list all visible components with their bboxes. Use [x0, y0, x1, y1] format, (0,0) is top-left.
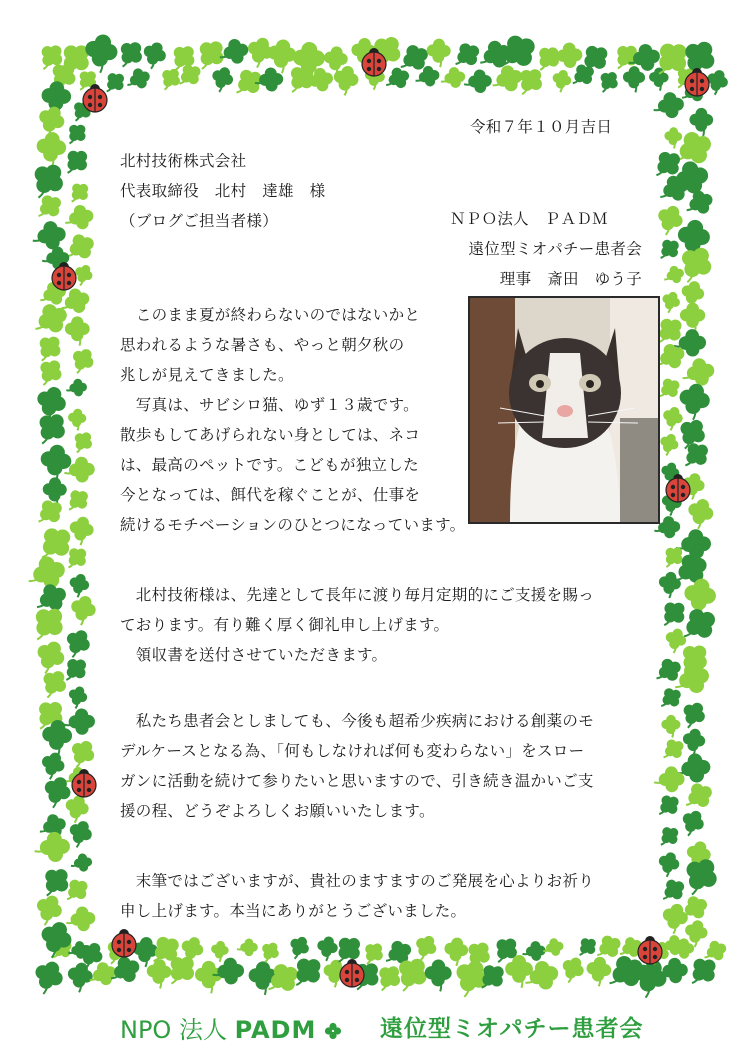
clover-icon: [651, 90, 685, 120]
clover-icon: [489, 62, 526, 96]
paragraph-1: [120, 300, 465, 540]
clover-icon: [324, 1022, 342, 1040]
clover-icon: [426, 38, 451, 68]
clover-icon: [522, 940, 547, 962]
clover-icon: [65, 905, 97, 933]
clover-icon: [24, 600, 71, 648]
clover-icon: [195, 961, 222, 993]
clover-icon: [31, 495, 67, 530]
paragraph-line: 援の程、どうぞよろしくお願いいたします。: [120, 802, 435, 820]
clover-icon: [622, 66, 645, 93]
clover-icon: [676, 698, 710, 733]
sender-association: 遠位型ミオパチー患者会: [468, 240, 642, 258]
clover-icon: [65, 960, 96, 994]
clover-icon: [66, 514, 95, 547]
clover-icon: [655, 684, 685, 713]
recipient-company: 北村技術株式会社: [120, 152, 247, 170]
clover-icon: [65, 684, 90, 711]
clover-icon: [64, 178, 93, 207]
recipient-attention: （ブログご担当者様）: [120, 212, 279, 230]
cat-photo: [468, 296, 660, 524]
clover-icon: [658, 289, 683, 316]
paragraph-line: このまま夏が終わらないのではないかと: [120, 306, 421, 324]
paragraph-4: [120, 866, 594, 926]
clover-icon: [37, 749, 68, 783]
clover-icon: [31, 331, 66, 367]
paragraph-line: 散歩もしてあげられない身としては、ネコ: [120, 426, 421, 444]
clover-icon: [557, 953, 589, 986]
clover-icon: [68, 428, 97, 458]
clover-icon: [31, 190, 66, 224]
clover-icon: [28, 956, 68, 998]
clover-icon: [123, 65, 153, 93]
clover-icon: [410, 931, 441, 964]
clover-icon: [35, 665, 72, 703]
paragraph-line: 続けるモチベーションのひとつになっています。: [120, 516, 466, 534]
clover-icon: [661, 715, 681, 738]
clover-icon: [654, 766, 685, 793]
footer-org-name: [120, 1010, 342, 1045]
paragraph-2: [120, 580, 594, 670]
clover-icon: [38, 443, 74, 484]
clover-icon: [680, 727, 707, 757]
clover-icon: [284, 933, 313, 963]
recipient-block: [120, 146, 325, 236]
paragraph-line: 申し上げます。本当にありがとうございました。: [120, 902, 467, 920]
clover-icon: [656, 570, 682, 600]
paragraph-line: は、最高のペットです。こどもが独立した: [120, 456, 419, 474]
clover-icon: [237, 938, 258, 956]
ladybug-icon: [112, 929, 136, 957]
clover-icon: [679, 778, 716, 814]
clover-icon: [207, 64, 236, 95]
clover-icon: [655, 596, 691, 632]
clover-icon: [656, 875, 689, 906]
footer-prefix: NPO 法人: [120, 1016, 227, 1044]
clover-icon: [655, 849, 682, 879]
clover-icon: [67, 408, 88, 432]
sender-organization: ＮＰＯ法人 ＰＡＤＭ: [449, 210, 608, 228]
clover-icon: [573, 934, 601, 961]
clover-icon: [34, 131, 67, 169]
clover-icon: [676, 806, 708, 840]
clover-icon: [424, 959, 452, 991]
clover-icon: [66, 344, 99, 378]
clover-icon: [463, 69, 492, 94]
clover-icon: [584, 955, 613, 988]
clover-icon: [30, 219, 67, 252]
clover-icon: [138, 39, 169, 73]
clover-icon: [439, 66, 467, 90]
clover-icon: [654, 235, 684, 265]
clover-icon: [62, 203, 95, 233]
paragraph-line: 写真は、サビシロ猫、ゆず１３歳です。: [120, 396, 419, 414]
clover-icon: [65, 378, 87, 397]
footer-association: 遠位型ミオパチー患者会: [380, 1016, 644, 1042]
footer-brand: PADM: [234, 1016, 317, 1044]
clover-icon: [60, 625, 95, 662]
paragraph-line: 北村技術様は、先達として長年に渡り毎月定期的にご支援を賜っ: [120, 586, 595, 604]
clover-icon: [664, 127, 683, 149]
recipient-representative: 代表取締役 北村 達雄 様: [120, 182, 326, 200]
clover-icon: [314, 934, 340, 962]
clover-icon: [677, 437, 714, 473]
clover-icon: [66, 572, 91, 600]
paragraph-line: ガンに活動を続けて参りたいと思いますので、引き続き温かいご支: [120, 772, 594, 790]
clover-icon: [648, 67, 669, 91]
paragraph-line: デルケースとなる為、「何もしなければ何も変わらない」をスロー: [120, 742, 585, 760]
clover-icon: [70, 852, 94, 873]
clover-icon: [549, 68, 573, 95]
letter-date: 令和７年１０月吉日: [470, 118, 613, 136]
clover-icon: [541, 937, 565, 959]
paragraph-line: 思われるような暑さも、やっと朝夕秋の: [120, 336, 405, 354]
clover-icon: [381, 64, 412, 93]
paragraph-line: 私たち患者会としましても、今後も超希少疾病における創薬のモ: [120, 712, 595, 730]
sender-director: 理事 斎田 ゆう子: [499, 270, 642, 288]
clover-icon: [145, 958, 172, 989]
clover-icon: [65, 316, 90, 345]
clover-icon: [81, 32, 120, 76]
clover-icon: [689, 108, 713, 136]
clover-icon: [61, 119, 90, 148]
clover-icon: [652, 791, 683, 821]
paragraph-line: 末筆ではございますが、貴社のますますのご発展を心よりお祈り: [120, 872, 595, 890]
clover-icon: [217, 36, 251, 67]
clover-icon: [654, 822, 683, 850]
clover-icon: [112, 36, 148, 73]
clover-icon: [33, 831, 71, 864]
sender-block: [450, 204, 642, 294]
clover-icon: [661, 263, 686, 286]
clover-icon: [67, 593, 99, 628]
ladybug-icon: [340, 959, 364, 987]
clover-icon: [684, 496, 717, 532]
paragraph-line: 領収書を送付させていただきます。: [120, 646, 388, 664]
paragraph-line: 今となっては、餌代を稼ぐことが、仕事を: [120, 486, 421, 504]
ladybug-icon: [638, 936, 662, 964]
clover-icon: [442, 936, 469, 967]
clover-icon: [32, 355, 67, 391]
clover-icon: [594, 67, 623, 97]
clover-icon: [155, 64, 185, 94]
ladybug-icon: [83, 84, 107, 112]
paragraph-line: ております。有り難く厚く御礼申し上げます。: [120, 616, 450, 634]
paragraph-3: [120, 706, 594, 826]
clover-icon: [30, 636, 69, 678]
paragraph-line: 兆しが見えてきました。: [120, 366, 294, 384]
clover-icon: [681, 187, 716, 220]
clover-icon: [680, 302, 706, 332]
